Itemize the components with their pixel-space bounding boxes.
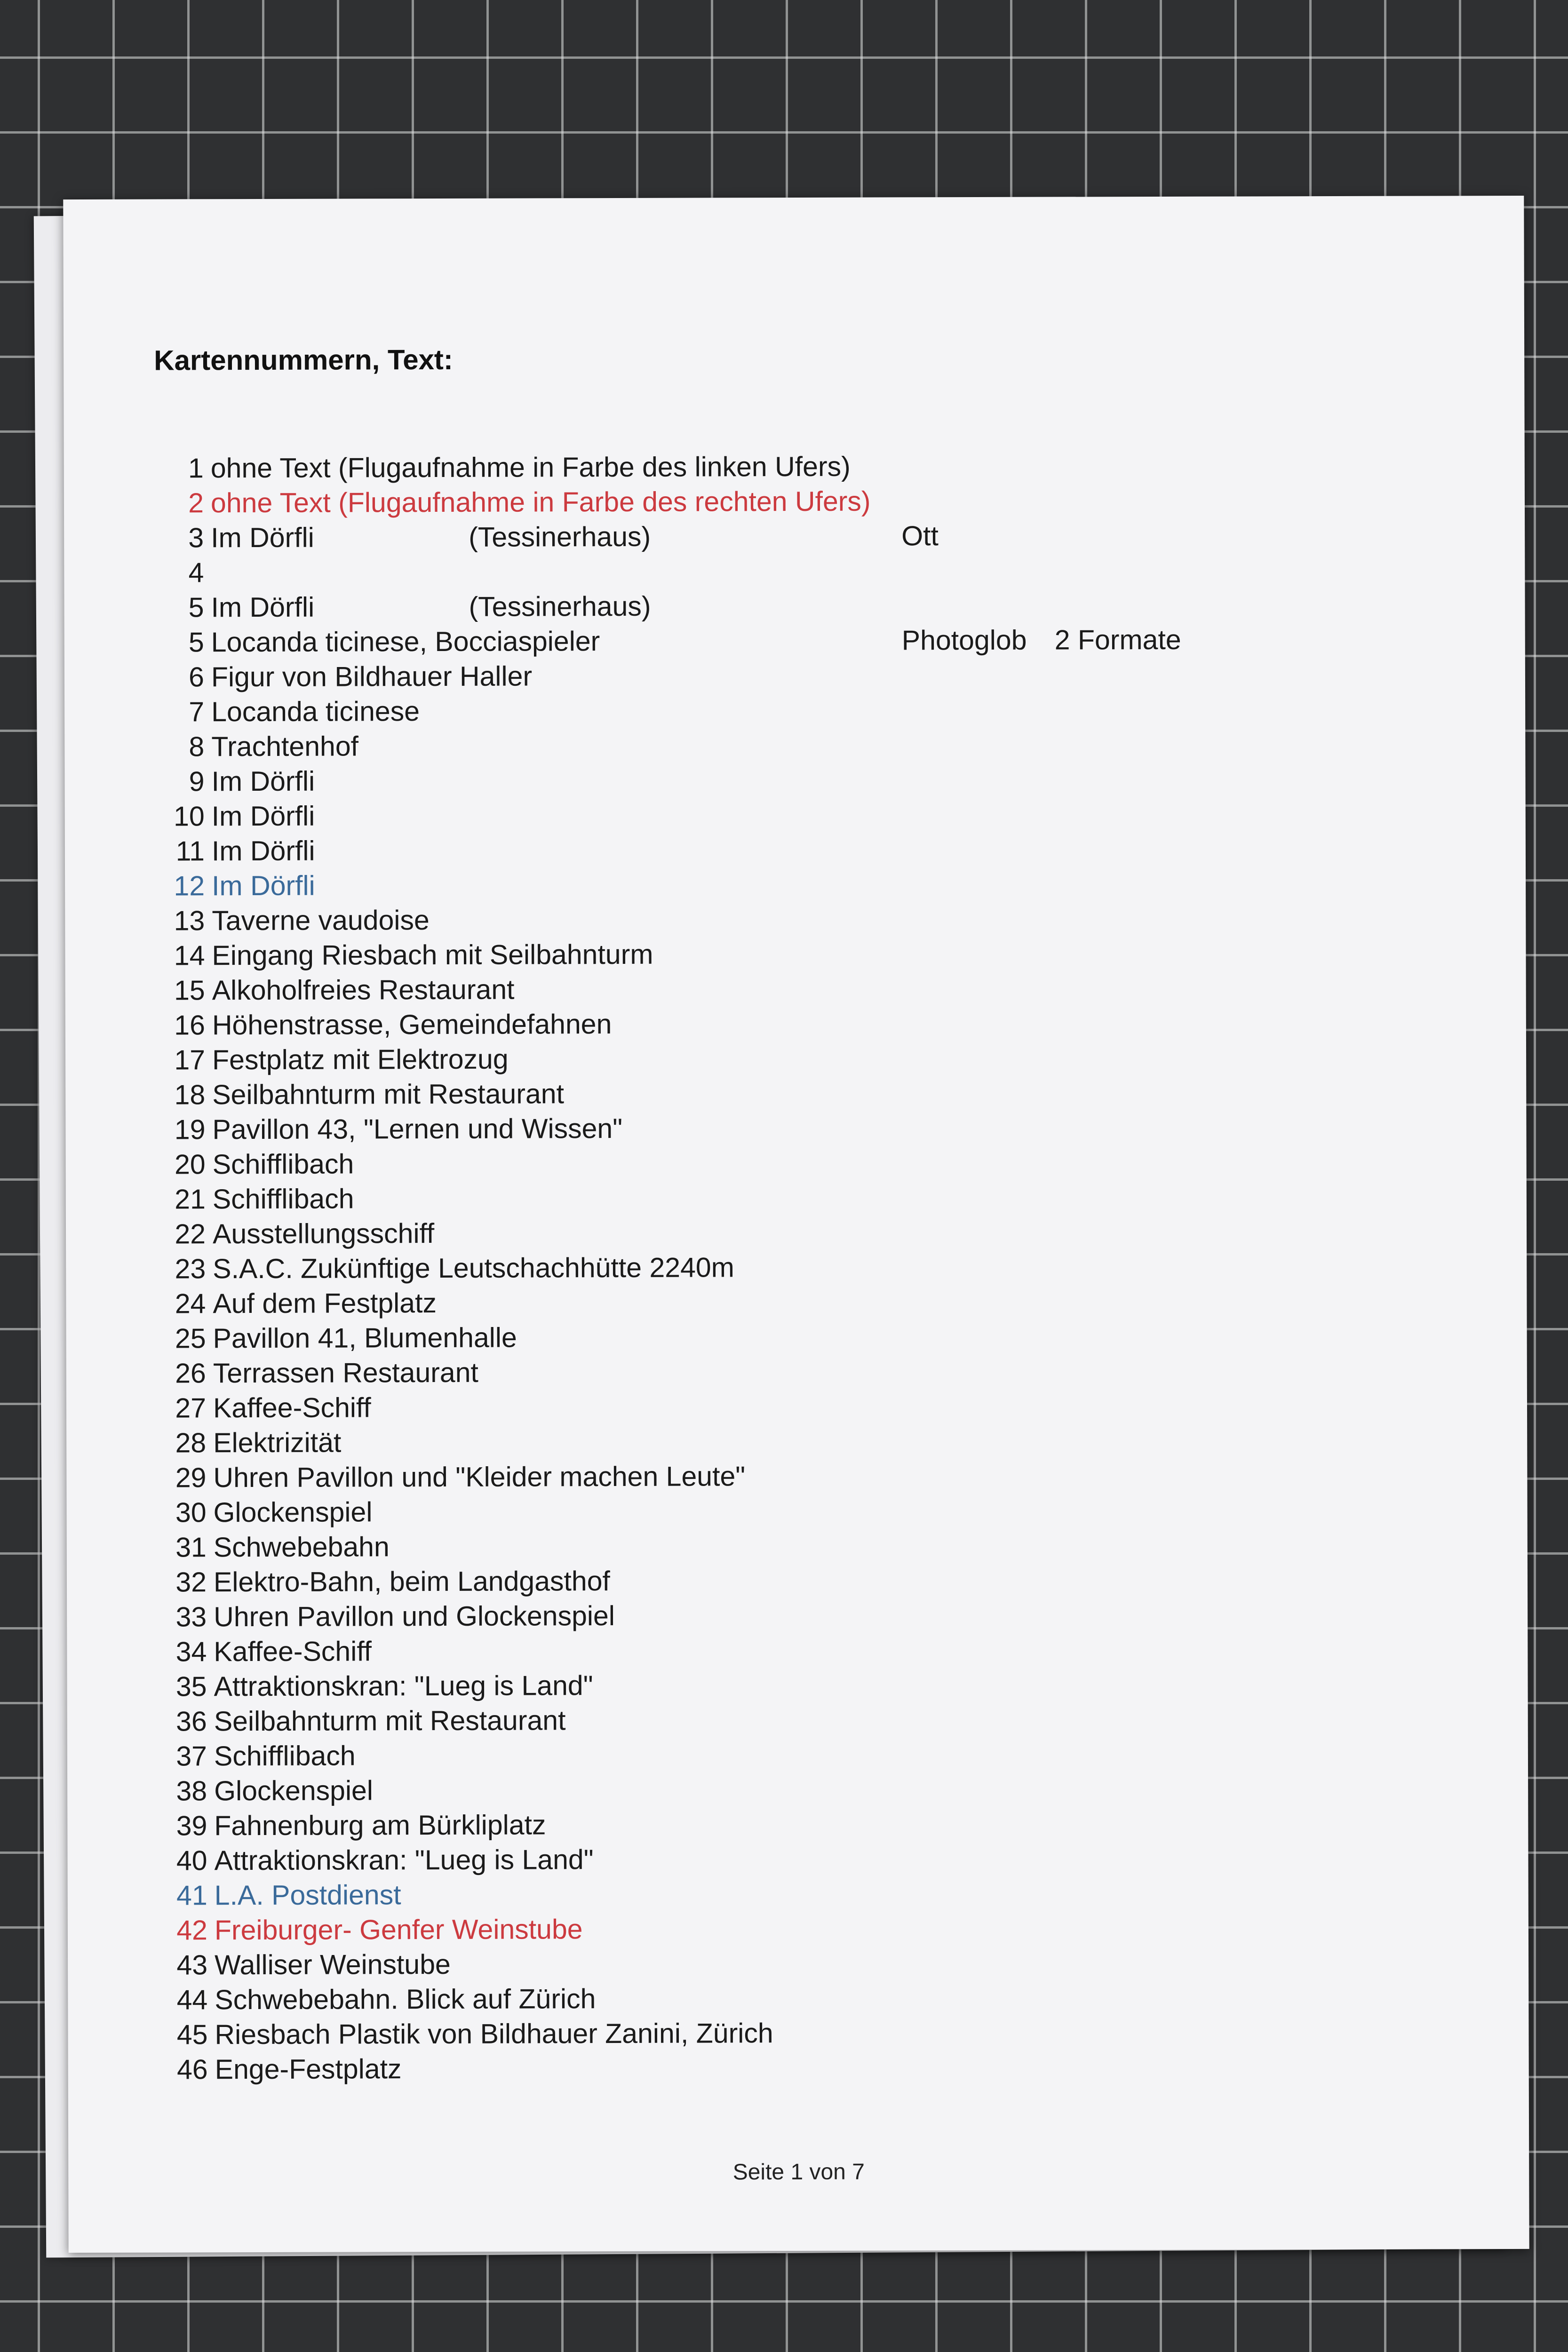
card-text: Elektro-Bahn, beim Landgasthof	[213, 1565, 610, 1598]
card-text: Schifflibach	[212, 1148, 354, 1180]
card-text: Eingang Riesbach mit Seilbahnturm	[212, 938, 653, 971]
list-item	[65, 1074, 1526, 1112]
page-footer: Seite 1 von 7	[732, 2159, 865, 2185]
card-number: 19	[174, 1114, 206, 1145]
card-text: Walliser Weinstube	[215, 1948, 451, 1981]
card-text: Im Dörfli	[211, 835, 315, 867]
list-item	[65, 1004, 1526, 1043]
card-text: Glockenspiel	[214, 1775, 374, 1807]
card-text: Im Dörfli	[211, 522, 314, 554]
list-item	[67, 1596, 1528, 1635]
list-item	[64, 656, 1525, 695]
card-text: Locanda ticinese, Bocciaspieler	[211, 626, 600, 658]
card-number: 11	[175, 835, 205, 867]
card-text: Terrassen Restaurant	[213, 1357, 478, 1389]
card-number: 43	[176, 1949, 208, 1981]
card-number: 39	[176, 1810, 207, 1842]
card-text: Kaffee-Schiff	[214, 1636, 372, 1668]
card-text: Attraktionskran: "Lueg is Land"	[214, 1844, 594, 1876]
card-number-list	[64, 447, 1529, 2087]
card-number: 5	[188, 627, 204, 658]
card-number: 2	[188, 487, 204, 519]
list-item	[66, 1178, 1527, 1217]
list-item	[67, 1631, 1528, 1669]
list-item	[65, 900, 1526, 938]
card-number: 36	[176, 1706, 207, 1737]
card-number: 30	[175, 1497, 207, 1528]
card-number: 3	[188, 522, 204, 554]
card-text: Schwebebahn. Blick auf Zürich	[215, 1983, 596, 2016]
card-text: S.A.C. Zukünftige Leutschachhütte 2240m	[213, 1252, 734, 1285]
card-number: 44	[176, 1984, 208, 2016]
card-number: 26	[175, 1358, 206, 1389]
card-text: Kaffee-Schiff	[213, 1392, 371, 1424]
card-text: Taverne vaudoise	[212, 905, 430, 937]
card-text: L.A. Postdienst	[214, 1879, 401, 1911]
card-number: 20	[174, 1149, 206, 1180]
list-item	[64, 726, 1525, 764]
card-text: Seilbahnturm mit Restaurant	[212, 1078, 565, 1111]
list-item	[67, 1561, 1528, 1600]
card-publisher: Photoglob	[901, 624, 1027, 656]
card-number: 5	[188, 592, 204, 623]
card-number: 28	[175, 1427, 207, 1459]
card-text: Elektrizität	[213, 1427, 342, 1459]
card-text: Festplatz mit Elektrozug	[212, 1043, 509, 1076]
card-number: 25	[175, 1323, 206, 1354]
card-text: Ausstellungsschiff	[212, 1218, 435, 1250]
card-number: 10	[173, 801, 205, 832]
card-note: (Tessinerhaus)	[469, 521, 651, 553]
card-text: Auf dem Festplatz	[213, 1287, 437, 1319]
list-item	[67, 1492, 1528, 1530]
card-number: 8	[189, 731, 205, 763]
list-item	[68, 1944, 1528, 1983]
list-item	[67, 1526, 1528, 1565]
list-item	[67, 1840, 1528, 1878]
card-text: Schwebebahn	[213, 1531, 390, 1563]
card-text: Höhenstrasse, Gemeindefahnen	[212, 1009, 612, 1041]
card-text: Fahnenburg am Bürkliplatz	[214, 1809, 546, 1842]
card-text: Pavillon 41, Blumenhalle	[213, 1322, 517, 1354]
card-number: 1	[188, 453, 204, 484]
card-number: 6	[189, 661, 205, 693]
card-text: Uhren Pavillon und Glockenspiel	[214, 1600, 615, 1633]
list-item	[64, 482, 1525, 521]
card-number: 31	[175, 1532, 207, 1563]
card-number: 24	[175, 1288, 206, 1319]
card-text: Pavillon 43, "Lernen und Wissen"	[212, 1112, 623, 1145]
list-item	[65, 1039, 1526, 1078]
list-item	[66, 1422, 1527, 1461]
list-item	[66, 1318, 1527, 1356]
list-item	[65, 830, 1526, 869]
card-text: Attraktionskran: "Lueg is Land"	[214, 1670, 593, 1702]
card-text: Trachtenhof	[211, 731, 359, 763]
list-item	[64, 587, 1525, 625]
card-number: 23	[175, 1253, 206, 1285]
card-text: Schifflibach	[212, 1183, 354, 1215]
card-number: 41	[176, 1880, 207, 1911]
list-item	[65, 969, 1526, 1008]
list-item	[66, 1387, 1527, 1426]
list-item	[64, 761, 1525, 799]
list-item	[65, 935, 1526, 973]
card-number: 9	[189, 766, 205, 797]
card-note: (Tessinerhaus)	[469, 590, 651, 622]
card-publisher: Ott	[901, 520, 939, 552]
card-number: 14	[174, 940, 205, 971]
card-number: 38	[176, 1775, 207, 1807]
list-item	[66, 1144, 1527, 1182]
card-number: 46	[176, 2054, 208, 2085]
card-text: Uhren Pavillon und "Kleider machen Leute"	[213, 1461, 746, 1494]
list-item	[68, 1875, 1528, 1913]
card-number: 34	[175, 1636, 207, 1668]
card-number: 21	[175, 1184, 206, 1215]
list-item	[64, 447, 1525, 486]
card-text: Freiburger- Genfer Weinstube	[214, 1914, 583, 1946]
list-item	[65, 1109, 1526, 1147]
list-item	[67, 1700, 1528, 1739]
card-text: Figur von Bildhauer Haller	[211, 660, 533, 693]
list-item	[68, 1909, 1528, 1948]
list-item	[65, 795, 1526, 834]
card-number: 22	[175, 1218, 206, 1250]
card-number: 12	[174, 870, 205, 902]
list-item	[67, 1735, 1528, 1774]
list-item	[68, 2049, 1529, 2087]
list-item	[66, 1283, 1527, 1321]
card-number: 40	[176, 1845, 207, 1876]
card-text: Seilbahnturm mit Restaurant	[214, 1705, 566, 1737]
list-item	[66, 1352, 1527, 1391]
card-number: 18	[174, 1079, 206, 1111]
card-text: Enge-Festplatz	[215, 2053, 402, 2085]
card-number: 45	[176, 2019, 208, 2050]
card-number: 15	[174, 975, 205, 1006]
list-item	[64, 621, 1525, 660]
list-item	[67, 1805, 1528, 1843]
card-text: Riesbach Plastik von Bildhauer Zanini, Zürich	[215, 2018, 773, 2050]
card-text: Glockenspiel	[213, 1496, 373, 1528]
list-item	[64, 691, 1525, 730]
list-item	[68, 2014, 1528, 2052]
card-number: 35	[175, 1671, 207, 1702]
card-number: 33	[175, 1601, 207, 1633]
card-text: Im Dörfli	[211, 800, 315, 832]
card-number: 4	[188, 557, 204, 588]
list-item	[66, 1213, 1527, 1252]
list-item	[68, 1979, 1528, 2018]
list-item	[67, 1666, 1528, 1704]
card-number: 17	[174, 1044, 206, 1076]
card-text: Im Dörfli	[212, 870, 315, 902]
card-text: Im Dörfli	[211, 591, 315, 623]
card-number: 32	[175, 1566, 207, 1598]
list-item	[66, 1457, 1527, 1495]
list-item	[65, 865, 1526, 904]
list-item	[64, 517, 1525, 556]
card-text: ohne Text (Flugaufnahme in Farbe des rechten Ufers)	[210, 485, 871, 519]
card-number: 27	[175, 1392, 207, 1424]
card-number: 13	[174, 905, 205, 937]
card-formats: 2 Formate	[1054, 624, 1181, 656]
card-text: Locanda ticinese	[211, 696, 420, 728]
card-number: 16	[174, 1009, 205, 1041]
list-item	[66, 1248, 1527, 1287]
card-text: Schifflibach	[214, 1740, 356, 1772]
page-title: Kartennummern, Text:	[154, 343, 453, 376]
list-item	[64, 552, 1525, 590]
card-number: 42	[176, 1915, 208, 1946]
card-text: ohne Text (Flugaufnahme in Farbe des linken Ufers)	[210, 451, 851, 484]
list-item	[67, 1770, 1528, 1809]
card-number: 37	[176, 1740, 207, 1772]
card-text: Alkoholfreies Restaurant	[212, 974, 515, 1006]
card-number: 7	[189, 696, 205, 728]
card-number: 29	[175, 1462, 207, 1494]
document-page	[63, 196, 1529, 2253]
card-text: Im Dörfli	[211, 765, 315, 797]
